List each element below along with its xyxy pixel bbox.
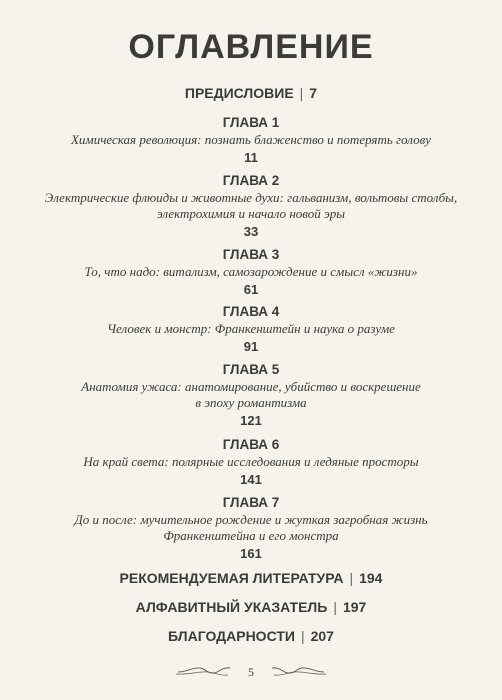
chapter-title [0, 321, 502, 337]
entry-label: БЛАГОДАРНОСТИ [168, 628, 295, 644]
toc-chapter-4 [0, 303, 502, 355]
chapter-title-line: Франкенштейна и его монстра [163, 528, 339, 543]
chapter-page: 91 [243, 339, 259, 354]
chapter-title-line: То, что надо: витализм, самозарождение и смысл «жизни» [84, 264, 418, 279]
chapter-title [0, 379, 502, 411]
chapter-page: 33 [243, 224, 259, 239]
toc-entry-acknowledgements [0, 628, 502, 644]
entry-separator: | [300, 628, 305, 644]
entry-page: 207 [310, 628, 334, 644]
chapter-title-line: Анатомия ужаса: анатомирование, убийство и воскрешение [81, 379, 421, 394]
chapter-title-line: До и после: мучительное рождение и жуткая загробная жизнь [74, 512, 428, 527]
chapter-label: ГЛАВА 5 [222, 362, 280, 377]
chapter-title [0, 264, 502, 280]
chapter-title-line: электрохимия и начало новой эры [156, 206, 346, 221]
toc-chapter-1 [0, 114, 502, 166]
chapter-title [0, 190, 502, 222]
toc-chapter-5 [0, 361, 502, 429]
entry-label: РЕКОМЕНДУЕМАЯ ЛИТЕРАТУРА [119, 570, 344, 586]
chapter-label: ГЛАВА 7 [222, 495, 280, 510]
chapter-page: 161 [240, 546, 262, 561]
entry-page: 197 [342, 599, 367, 615]
toc-chapter-6 [0, 436, 502, 488]
chapter-title-line: Химическая революция: познать блаженство и потерять голову [70, 132, 432, 147]
chapter-title-line: Человек и монстр: Франкенштейн и наука о разуме [107, 321, 395, 336]
chapter-label: ГЛАВА 4 [222, 304, 280, 319]
toc-chapter-7 [0, 494, 502, 562]
toc-chapter-3 [0, 246, 502, 298]
toc-entry-index [0, 599, 502, 615]
page-title: ОГЛАВЛЕНИЕ [128, 28, 374, 66]
foreword-label: ПРЕДИСЛОВИЕ [184, 85, 294, 101]
toc-entry-recommended-reading [0, 570, 502, 586]
toc-entry-foreword [0, 85, 502, 101]
chapter-title-line: На край света: полярные исследования и ледяные просторы [83, 454, 419, 469]
chapter-title [0, 512, 502, 544]
chapter-title-line: в эпоху романтизма [195, 395, 307, 410]
entry-separator: | [349, 570, 354, 586]
chapter-label: ГЛАВА 1 [222, 115, 280, 130]
toc-chapter-2 [0, 172, 502, 240]
chapter-title-line: Электрические флюиды и животные духи: гальванизм, вольтовы столбы, [44, 190, 458, 205]
foreword-page: 7 [309, 85, 318, 101]
page-number: 5 [248, 665, 254, 679]
foreword-separator: | [299, 85, 304, 101]
chapter-page: 121 [240, 413, 262, 428]
chapter-page: 11 [244, 150, 258, 165]
chapter-label: ГЛАВА 6 [222, 437, 280, 452]
chapter-page: 141 [240, 472, 262, 487]
chapter-label: ГЛАВА 2 [222, 173, 280, 188]
entry-label: АЛФАВИТНЫЙ УКАЗАТЕЛЬ [135, 599, 328, 615]
entry-separator: | [333, 599, 337, 615]
chapter-title [0, 132, 502, 148]
chapter-page: 61 [243, 282, 259, 297]
entry-page: 194 [359, 570, 383, 586]
chapter-title [0, 454, 502, 470]
chapter-label: ГЛАВА 3 [222, 247, 280, 262]
